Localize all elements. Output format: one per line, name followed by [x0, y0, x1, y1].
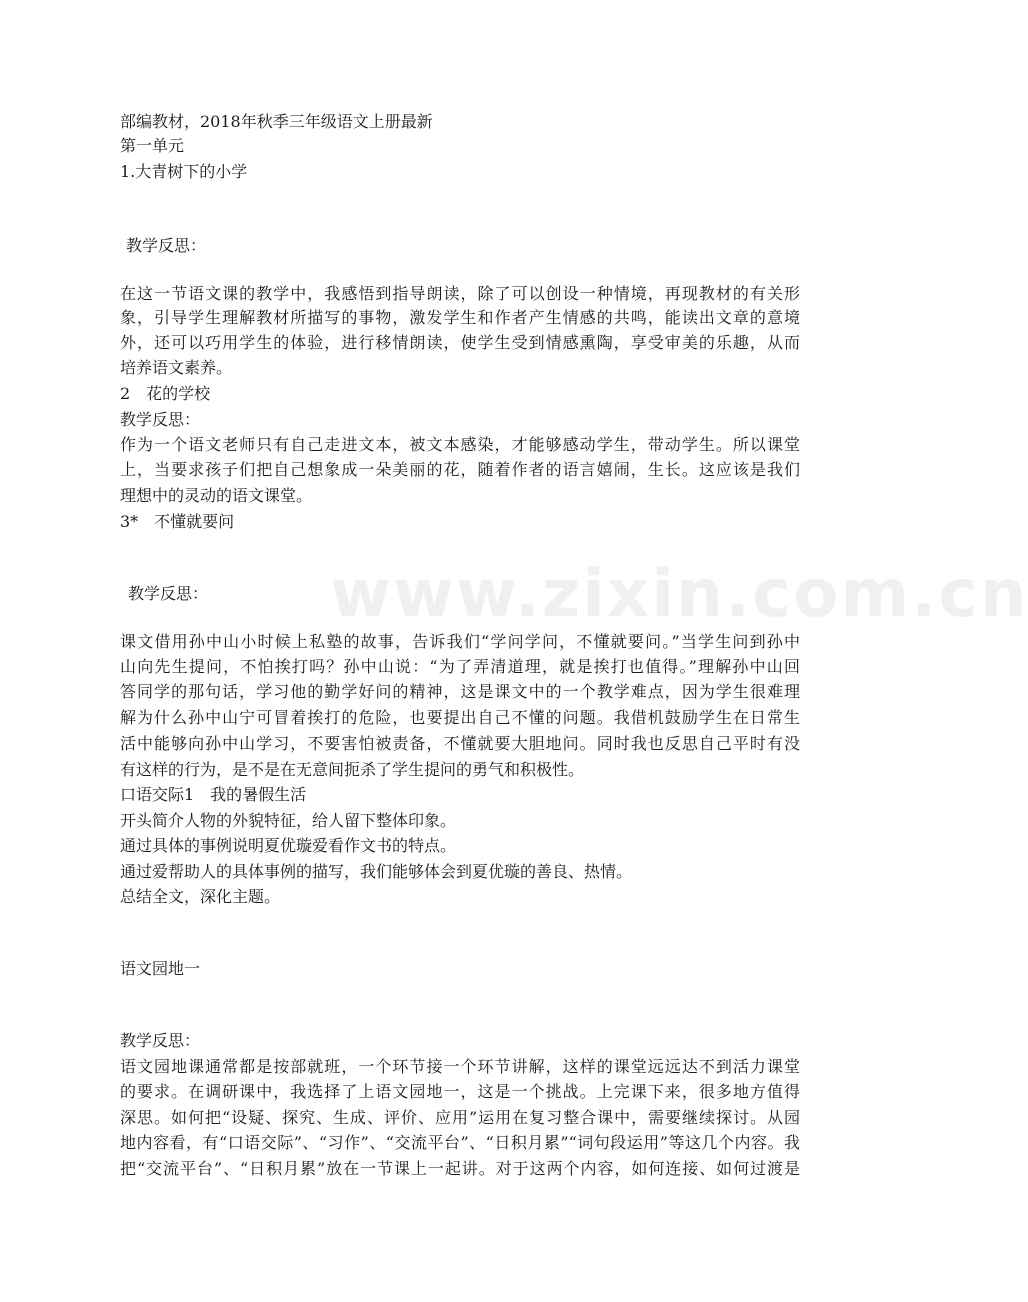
lesson-1-title: 1.大青树下的小学: [120, 162, 248, 181]
lesson-2-reflection-line: 作为一个语文老师只有自己走进文本，被文本感染，才能够感动学生，带动学生。所以课堂: [120, 435, 800, 454]
oral-communication-line: 总结全文，深化主题。: [120, 887, 281, 906]
language-garden-reflection-heading: 教学反思：: [120, 1031, 201, 1050]
unit-heading: 第一单元: [120, 136, 185, 155]
lesson-1-reflection-line: 象，引导学生理解教材所描写的事物，激发学生和作者产生情感的共鸣，能读出文章的意境: [120, 308, 800, 327]
lesson-2-reflection-line: 上，当要求孩子们把自己想象成一朵美丽的花，随着作者的语言嬉闹，生长。这应该是我们: [120, 460, 800, 479]
language-garden-reflection-line: 地内容看，有“口语交际”、“习作”、“交流平台”、“日积月累”“词句段运用”等这几个内容。我: [120, 1133, 800, 1152]
language-garden-reflection-line: 语文园地课通常都是按部就班，一个环节接一个环节讲解，这样的课堂远远达不到活力课堂: [120, 1057, 800, 1076]
oral-communication-title: 口语交际1 我的暑假生活: [120, 785, 307, 804]
lesson-3-title: 3* 不懂就要问: [120, 512, 235, 531]
lesson-3-reflection-heading: 教学反思：: [128, 584, 209, 603]
lesson-1-reflection-line: 外，还可以巧用学生的体验，进行移情朗读，使学生受到情感熏陶，享受审美的乐趣，从而: [120, 333, 800, 352]
lesson-3-reflection-line: 活中能够向孙中山学习，不要害怕被责备，不懂就要大胆地问。同时我也反思自己平时有没: [120, 734, 800, 753]
lesson-3-reflection-line: 解为什么孙中山宁可冒着挨打的危险，也要提出自己不懂的问题。我借机鼓励学生在日常生: [120, 708, 800, 727]
lesson-1-reflection-line: 培养语文素养。: [120, 358, 233, 377]
lesson-3-reflection-line: 山向先生提问，不怕挨打吗？孙中山说：“为了弄清道理，就是挨打也值得。”理解孙中山回: [120, 657, 800, 676]
lesson-3-reflection-line: 课文借用孙中山小时候上私塾的故事，告诉我们“学问学问，不懂就要问。”当学生问到孙中: [120, 632, 800, 651]
lesson-3-reflection-line: 有这样的行为，是不是在无意间扼杀了学生提问的勇气和积极性。: [120, 760, 585, 779]
oral-communication-line: 通过具体的事例说明夏优璇爱看作文书的特点。: [120, 836, 457, 855]
lesson-3-reflection-line: 答同学的那句话，学习他的勤学好问的精神，这是课文中的一个教学难点，因为学生很难理: [120, 682, 800, 701]
language-garden-reflection-line: 把“交流平台”、“日积月累”放在一节课上一起讲。对于这两个内容，如何连接、如何过渡是: [120, 1159, 800, 1178]
lesson-1-reflection-line: 在这一节语文课的教学中，我感悟到指导朗读，除了可以创设一种情境，再现教材的有关形: [120, 284, 800, 303]
oral-communication-line: 通过爱帮助人的具体事例的描写，我们能够体会到夏优璇的善良、热情。: [120, 862, 633, 881]
language-garden-reflection-line: 深思。如何把“设疑、探究、生成、评价、应用”运用在复习整合课中，需要继续探讨。从园: [120, 1108, 800, 1127]
lesson-1-reflection-heading: 教学反思：: [126, 236, 207, 255]
lesson-2-reflection-line: 理想中的灵动的语文课堂。: [120, 486, 313, 505]
language-garden-title: 语文园地一: [120, 959, 201, 978]
oral-communication-line: 开头简介人物的外貌特征，给人留下整体印象。: [120, 811, 457, 830]
watermark: www.zixin.com.cn: [330, 555, 1028, 632]
lesson-2-title: 2 花的学校: [120, 384, 211, 403]
language-garden-reflection-line: 的要求。在调研课中，我选择了上语文园地一，这是一个挑战。上完课下来，很多地方值得: [120, 1082, 800, 1101]
document-title: 部编教材，2018年秋季三年级语文上册最新: [120, 112, 433, 131]
lesson-2-reflection-heading: 教学反思：: [120, 410, 201, 429]
